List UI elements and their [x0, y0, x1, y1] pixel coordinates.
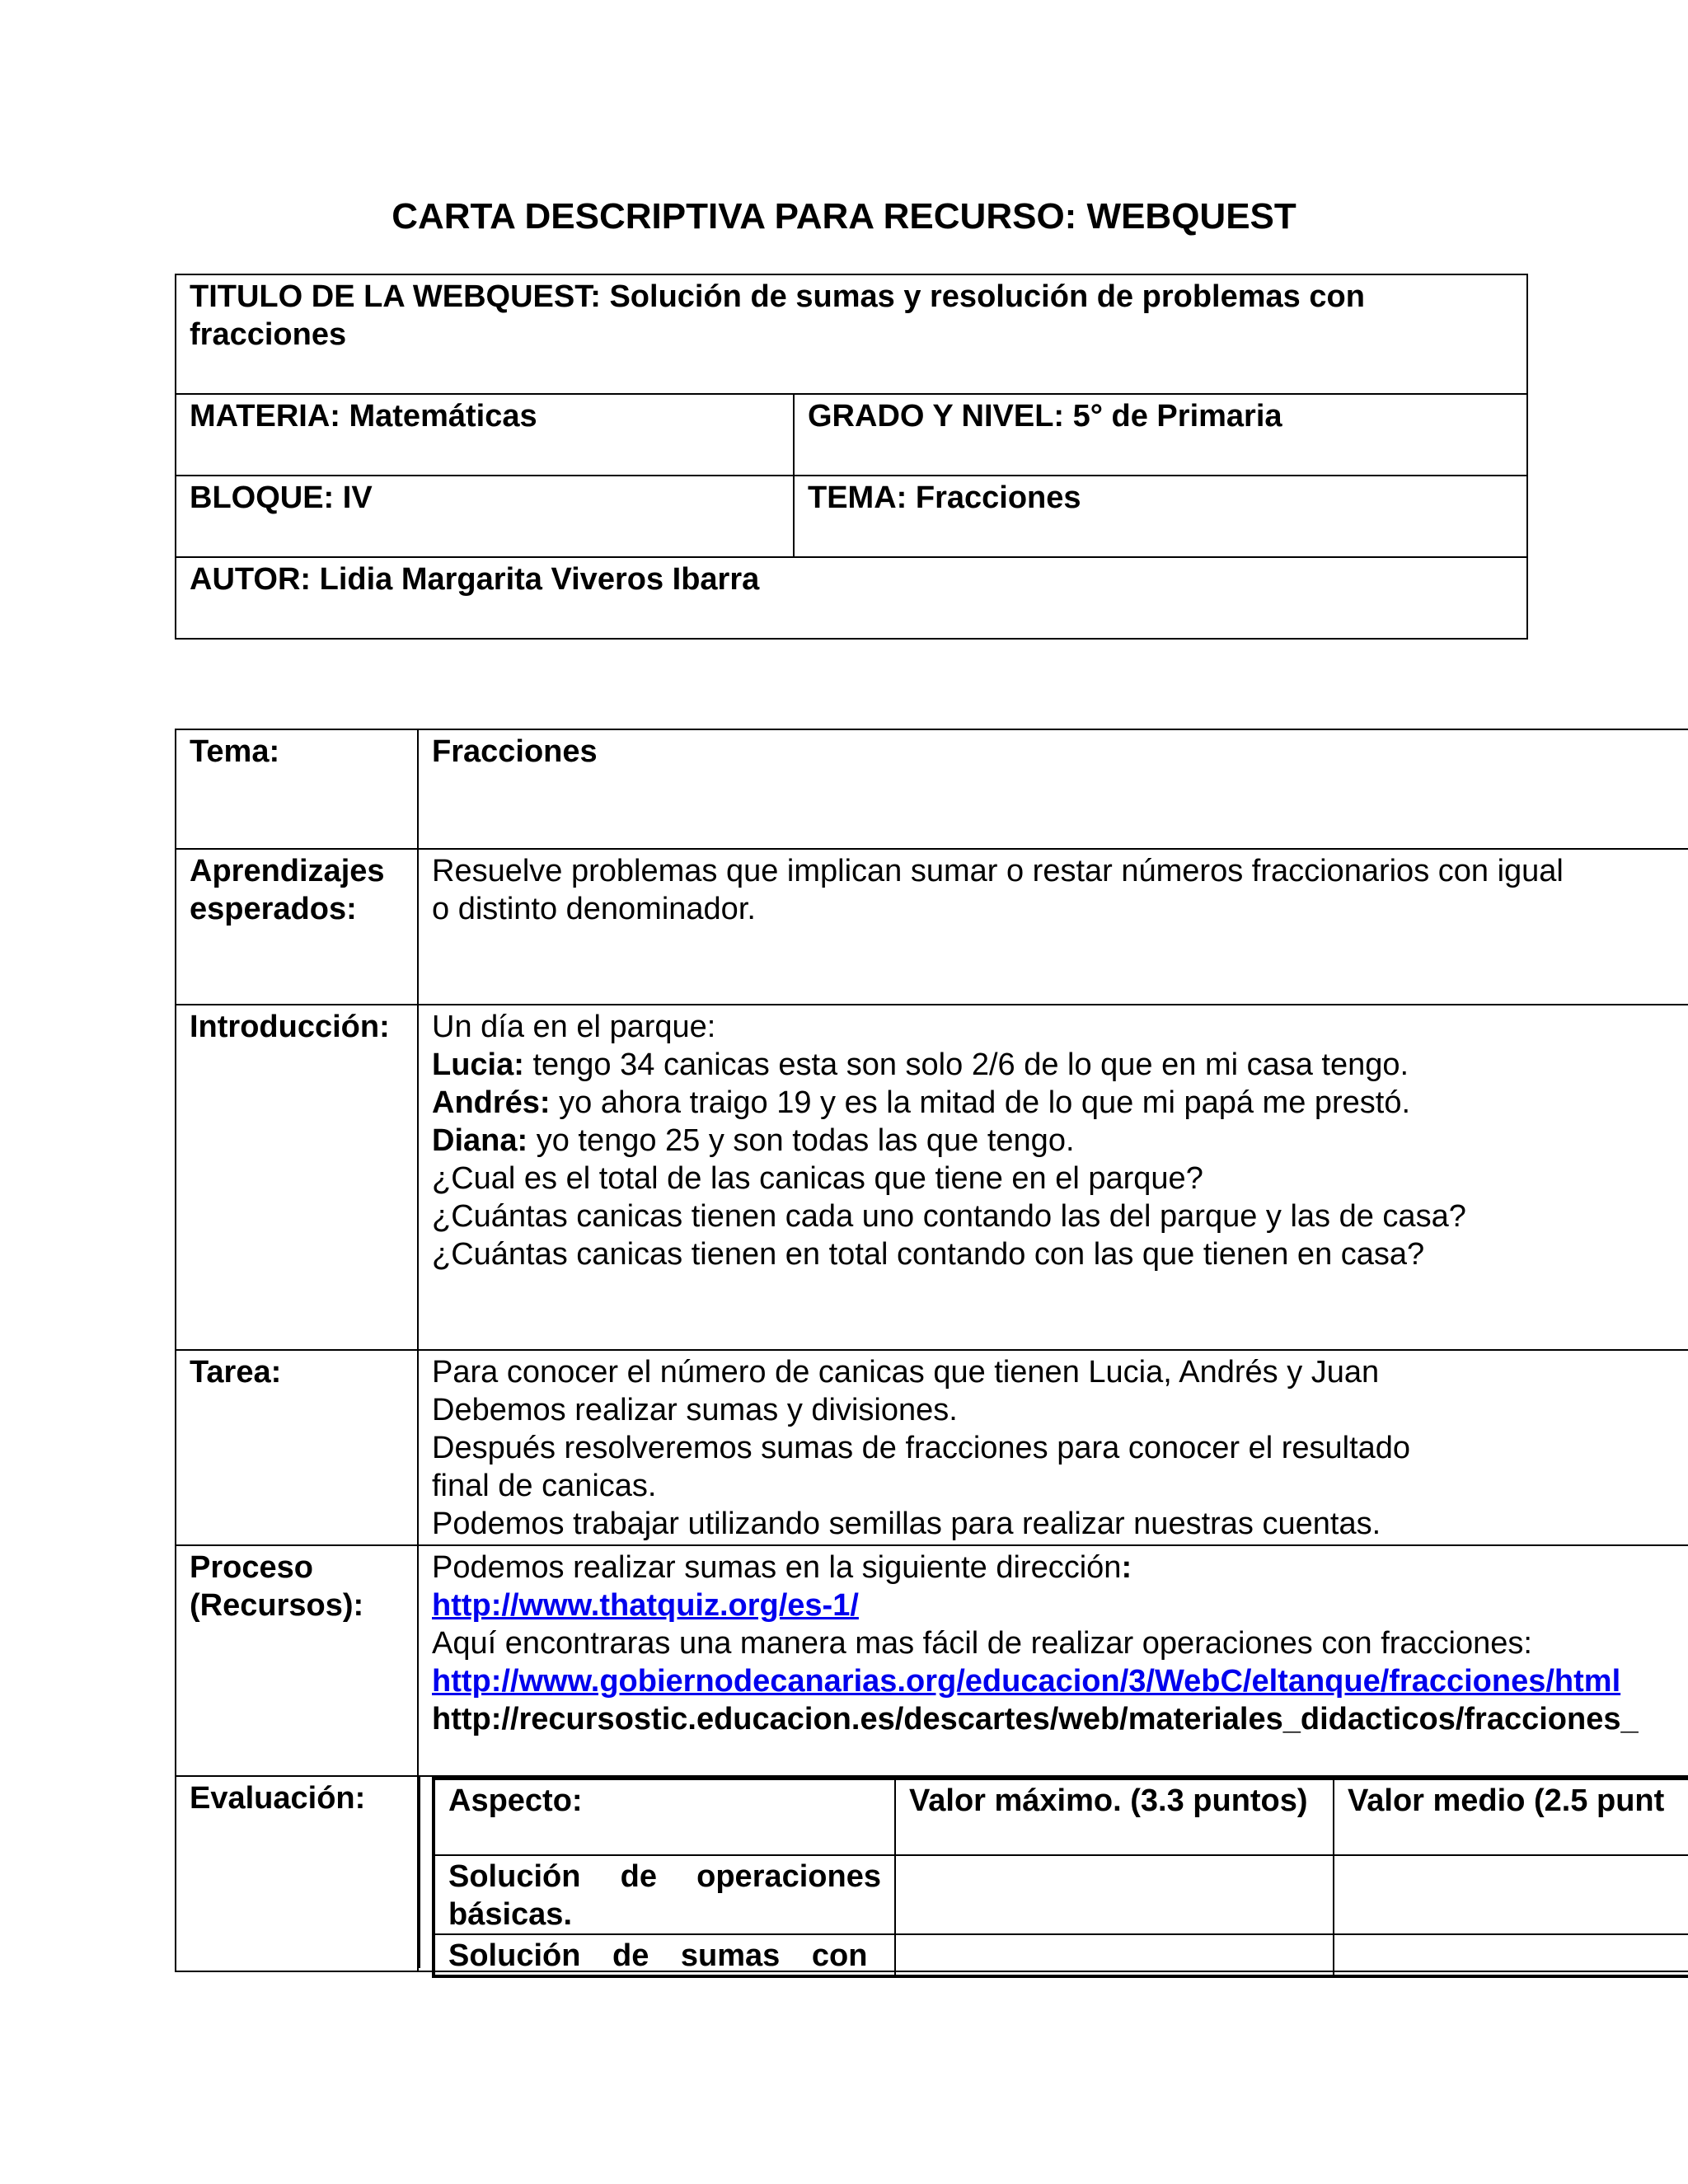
evaluacion-value	[418, 1776, 1688, 1971]
intro-lucia-line	[432, 1046, 1688, 1084]
intro-line-1: Un día en el parque:	[432, 1010, 716, 1044]
proceso-label-line-2: (Recursos):	[190, 1588, 364, 1623]
introduccion-value	[418, 1005, 1688, 1350]
aprendizajes-label-line-1: Aprendizajes	[190, 854, 385, 888]
evaluacion-inner-frame	[419, 1777, 425, 1968]
tarea-line-3: Después resolveremos sumas de fracciones para conocer el resultado	[432, 1431, 1411, 1465]
speaker-diana: Diana:	[432, 1123, 528, 1158]
intro-andres-line	[432, 1084, 1688, 1122]
rubric-cell	[895, 1934, 1334, 1976]
introduccion-label: Introducción:	[176, 1005, 418, 1350]
tarea-line-5: Podemos trabajar utilizando semillas para realizar nuestras cuentas.	[432, 1507, 1381, 1541]
evaluacion-label: Evaluación:	[176, 1776, 418, 1971]
tema-value: Fracciones	[418, 729, 1688, 849]
rubric-aspect-1: Solución de operaciones básicas.	[434, 1855, 895, 1934]
rubric-header-row	[434, 1779, 1688, 1855]
diana-text: yo tengo 25 y son todas las que tengo.	[528, 1123, 1075, 1158]
row-introduccion	[176, 1005, 1688, 1350]
speaker-lucia: Lucia:	[432, 1047, 524, 1082]
webquest-table	[175, 729, 1688, 1972]
document-title: CARTA DESCRIPTIVA PARA RECURSO: WEBQUEST	[392, 196, 1296, 237]
proceso-value	[418, 1545, 1688, 1776]
rubric-table	[432, 1777, 1688, 1978]
row-tarea	[176, 1350, 1688, 1545]
tarea-value	[418, 1350, 1688, 1545]
aprendizajes-value	[418, 849, 1688, 1005]
row-evaluacion	[176, 1776, 1688, 1971]
proceso-label	[176, 1545, 418, 1776]
intro-question-3: ¿Cuántas canicas tienen en total contando con las que tienen en casa?	[432, 1237, 1425, 1272]
aprendizajes-line-2: o distinto denominador.	[432, 892, 756, 926]
titulo-line-1: TITULO DE LA WEBQUEST: Solución de sumas y resolución de problemas con	[190, 279, 1365, 314]
tarea-line-4: final de canicas.	[432, 1469, 657, 1503]
header-table	[175, 274, 1528, 640]
rubric-cell	[895, 1855, 1334, 1934]
gobiernodecanarias-link[interactable]: http://www.gobiernodecanarias.org/educacion/3/WebC/eltanque/fracciones/html	[432, 1664, 1621, 1699]
tarea-line-2: Debemos realizar sumas y divisiones.	[432, 1393, 958, 1427]
grado-cell: GRADO Y NIVEL: 5° de Primaria	[794, 394, 1527, 476]
materia-cell: MATERIA: Matemáticas	[176, 394, 794, 476]
rubric-header-aspecto: Aspecto:	[434, 1779, 895, 1855]
intro-question-2: ¿Cuántas canicas tienen cada uno contando las del parque y las de casa?	[432, 1199, 1466, 1234]
row-aprendizajes	[176, 849, 1688, 1005]
rubric-cell	[1334, 1934, 1688, 1976]
titulo-cell	[176, 274, 1527, 394]
rubric-cell	[1334, 1855, 1688, 1934]
intro-question-1: ¿Cual es el total de las canicas que tiene en el parque?	[432, 1161, 1203, 1196]
intro-diana-line	[432, 1122, 1688, 1160]
bloque-cell: BLOQUE: IV	[176, 476, 794, 557]
rubric-row	[434, 1855, 1688, 1934]
proceso-line-1-text: Podemos realizar sumas en la siguiente dirección	[432, 1550, 1122, 1585]
rubric-row	[434, 1934, 1688, 1976]
aprendizajes-label	[176, 849, 418, 1005]
rubric-header-valor-maximo: Valor máximo. (3.3 puntos)	[895, 1779, 1334, 1855]
andres-text: yo ahora traigo 19 y es la mitad de lo que mi papá me prestó.	[550, 1085, 1411, 1120]
proceso-line-3: Aquí encontraras una manera mas fácil de realizar operaciones con fracciones:	[432, 1626, 1532, 1661]
aprendizajes-line-1: Resuelve problemas que implican sumar o restar números fraccionarios con igual	[432, 854, 1564, 888]
rubric-aspect-2: Solución de sumas con	[434, 1934, 895, 1976]
aprendizajes-label-line-2: esperados:	[190, 892, 357, 926]
titulo-line-2: fracciones	[190, 317, 347, 352]
tarea-label: Tarea:	[176, 1350, 418, 1545]
tarea-line-1: Para conocer el número de canicas que tienen Lucia, Andrés y Juan	[432, 1355, 1380, 1390]
row-proceso	[176, 1545, 1688, 1776]
proceso-line-1	[432, 1549, 1688, 1586]
tema-label: Tema:	[176, 729, 418, 849]
speaker-andres: Andrés:	[432, 1085, 551, 1120]
proceso-label-line-1: Proceso	[190, 1550, 313, 1585]
lucia-text: tengo 34 canicas esta son solo 2/6 de lo que en mi casa tengo.	[523, 1047, 1409, 1082]
thatquiz-link[interactable]: http://www.thatquiz.org/es-1/	[432, 1588, 859, 1623]
autor-cell: AUTOR: Lidia Margarita Viveros Ibarra	[176, 557, 1527, 639]
proceso-line-1-colon: :	[1121, 1550, 1132, 1585]
row-tema	[176, 729, 1688, 849]
recursostic-url: http://recursostic.educacion.es/descartes/web/materiales_didacticos/fracciones_	[432, 1702, 1639, 1736]
rubric-header-valor-medio: Valor medio (2.5 punt	[1334, 1779, 1688, 1855]
tema-header-cell: TEMA: Fracciones	[794, 476, 1527, 557]
